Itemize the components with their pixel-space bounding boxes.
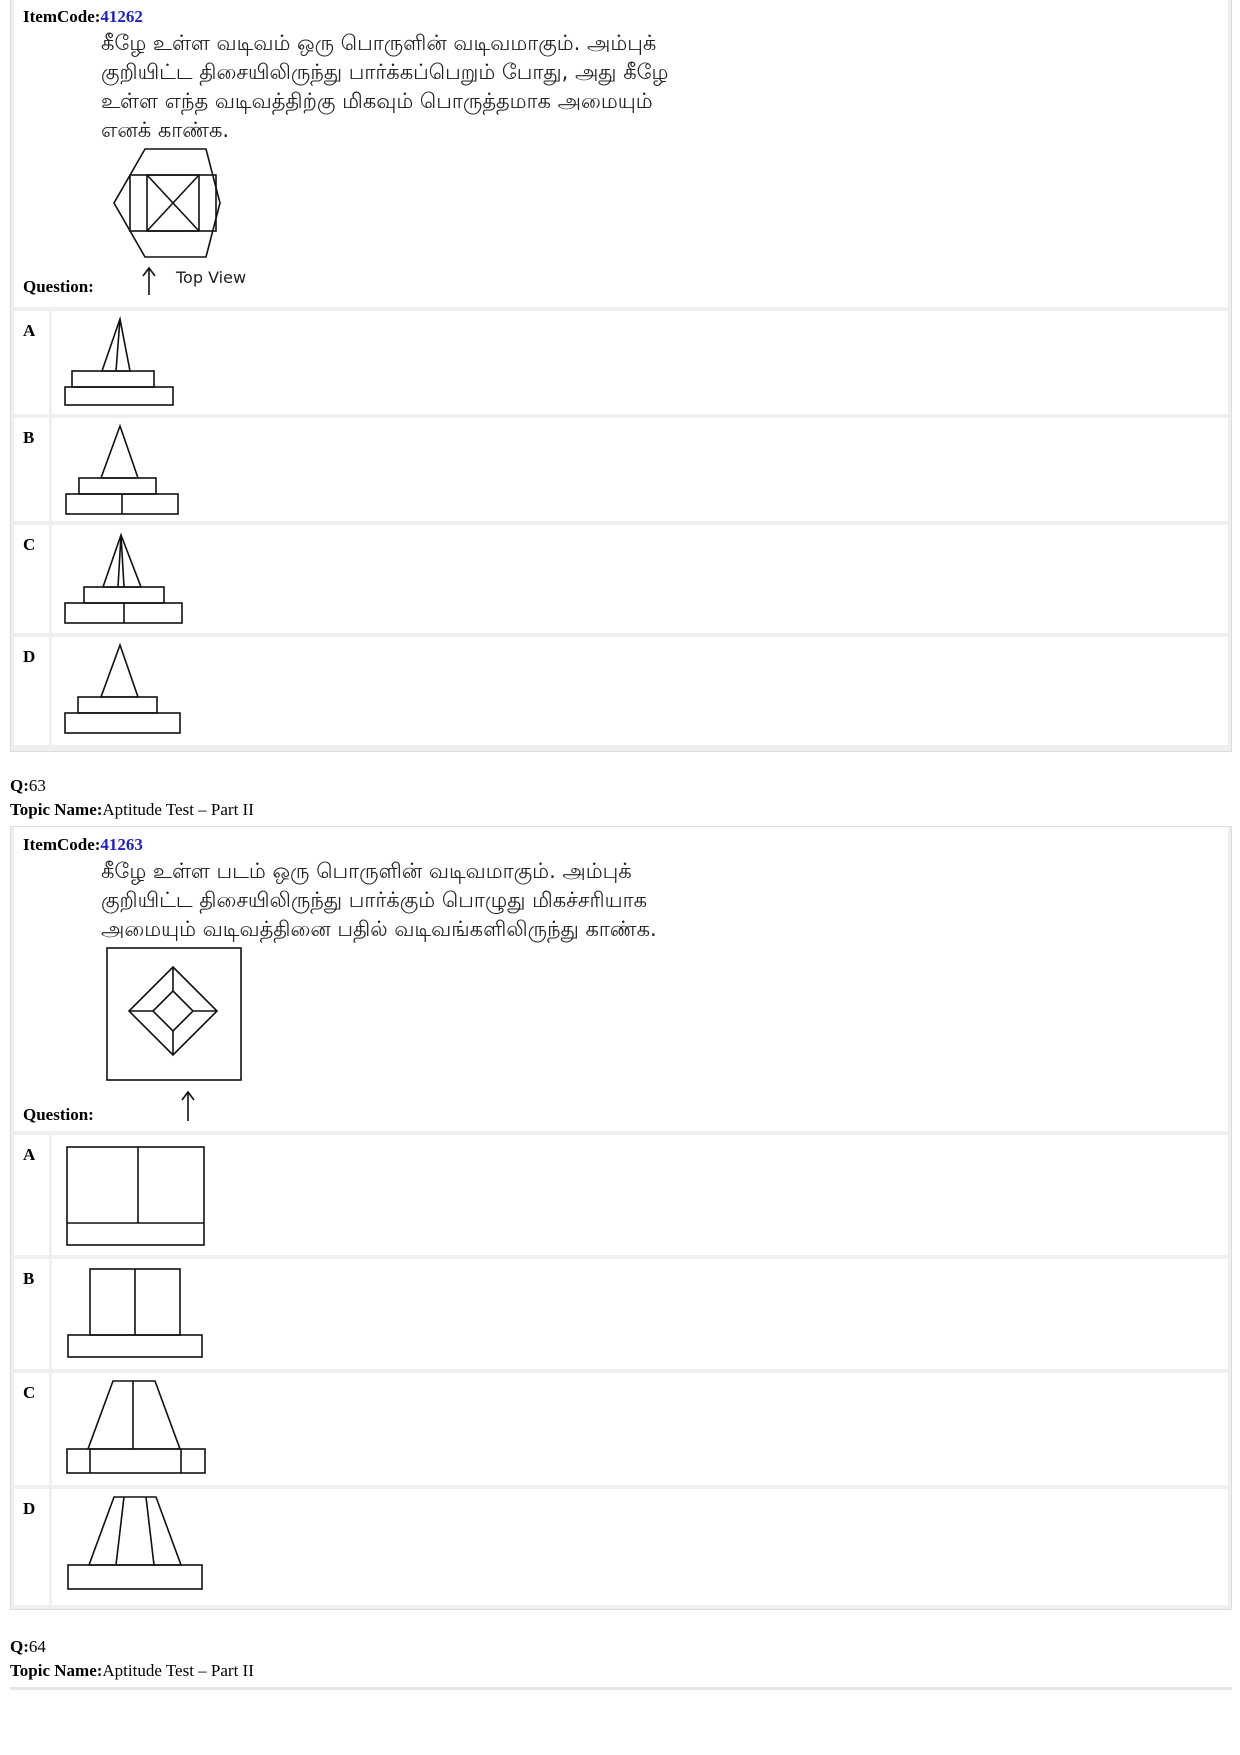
itemcode-value[interactable]: 41263 <box>100 835 143 854</box>
question-text <box>101 857 861 944</box>
option-label: B <box>14 418 52 521</box>
question-block-41263 <box>10 826 1232 1610</box>
option-label: D <box>14 637 52 745</box>
option-row-a[interactable] <box>14 311 1228 414</box>
itemcode-value[interactable]: 41262 <box>100 7 143 26</box>
option-label: A <box>14 1135 52 1255</box>
option-label: C <box>14 525 52 633</box>
itemcode <box>23 7 143 27</box>
question-line: கீழே உள்ள படம் ஒரு பொருளின் வடிவமாகும். அம்புக் <box>101 859 632 883</box>
topic-name <box>10 1661 254 1681</box>
option-row-b[interactable] <box>14 1259 1228 1369</box>
topic-value: Aptitude Test – Part II <box>102 800 254 819</box>
option-row-b[interactable] <box>14 418 1228 521</box>
question-line: உள்ள எந்த வடிவத்திற்கு மிகவும் பொருத்தமாக அமையும் <box>101 89 653 113</box>
question-number <box>10 1637 46 1657</box>
itemcode-label: ItemCode: <box>23 7 101 26</box>
option-row-d[interactable] <box>14 637 1228 745</box>
option-figure-a <box>58 1135 208 1255</box>
question-block-41262 <box>10 0 1232 752</box>
option-figure-b <box>58 418 198 521</box>
divider <box>10 1687 1232 1690</box>
figure-caption: Top View <box>176 268 247 287</box>
question-line: கீழே உள்ள வடிவம் ஒரு பொருளின் வடிவமாகும். அம்புக் <box>101 31 657 55</box>
inner-diamond <box>153 991 193 1031</box>
question-line: அமையும் வடிவத்தினை பதில் வடிவங்களிலிருந்து காண்க. <box>101 917 657 941</box>
question-figure-square <box>104 945 254 1127</box>
option-figure-c <box>58 525 198 633</box>
question-cell <box>14 0 1228 307</box>
question-text <box>101 29 861 145</box>
option-figure-d <box>58 637 198 745</box>
option-figure-d <box>58 1489 208 1605</box>
question-line: குறியிட்ட திசையிலிருந்து பார்க்கப்பெறும் போது, அது கீழே <box>101 60 669 84</box>
option-row-c[interactable] <box>14 1373 1228 1485</box>
q-label: Q: <box>10 776 29 795</box>
question-label: Question: <box>23 1105 94 1124</box>
option-figure-b <box>58 1259 208 1369</box>
option-label: A <box>14 311 52 414</box>
question-number <box>10 776 46 796</box>
itemcode-label: ItemCode: <box>23 835 101 854</box>
option-label: B <box>14 1259 52 1369</box>
topic-label: Topic Name: <box>10 800 103 819</box>
topic-label: Topic Name: <box>10 1661 103 1680</box>
topic-name <box>10 800 254 820</box>
option-figure-a <box>58 311 198 414</box>
q-label: Q: <box>10 1637 29 1656</box>
option-label: C <box>14 1373 52 1485</box>
question-label: Question: <box>23 277 94 296</box>
itemcode <box>23 835 143 855</box>
topic-value: Aptitude Test – Part II <box>102 1661 254 1680</box>
question-figure-hexagon <box>104 147 264 299</box>
question-cell <box>14 827 1228 1131</box>
option-row-c[interactable] <box>14 525 1228 633</box>
question-line: எனக் காண்க. <box>101 118 230 142</box>
question-line: குறியிட்ட திசையிலிருந்து பார்க்கும் பொழுது மிகச்சரியாக <box>101 888 647 912</box>
q-number: 63 <box>28 776 46 795</box>
q-number: 64 <box>28 1637 46 1656</box>
option-row-a[interactable] <box>14 1135 1228 1255</box>
option-label: D <box>14 1489 52 1605</box>
option-row-d[interactable] <box>14 1489 1228 1605</box>
option-figure-c <box>58 1373 208 1485</box>
